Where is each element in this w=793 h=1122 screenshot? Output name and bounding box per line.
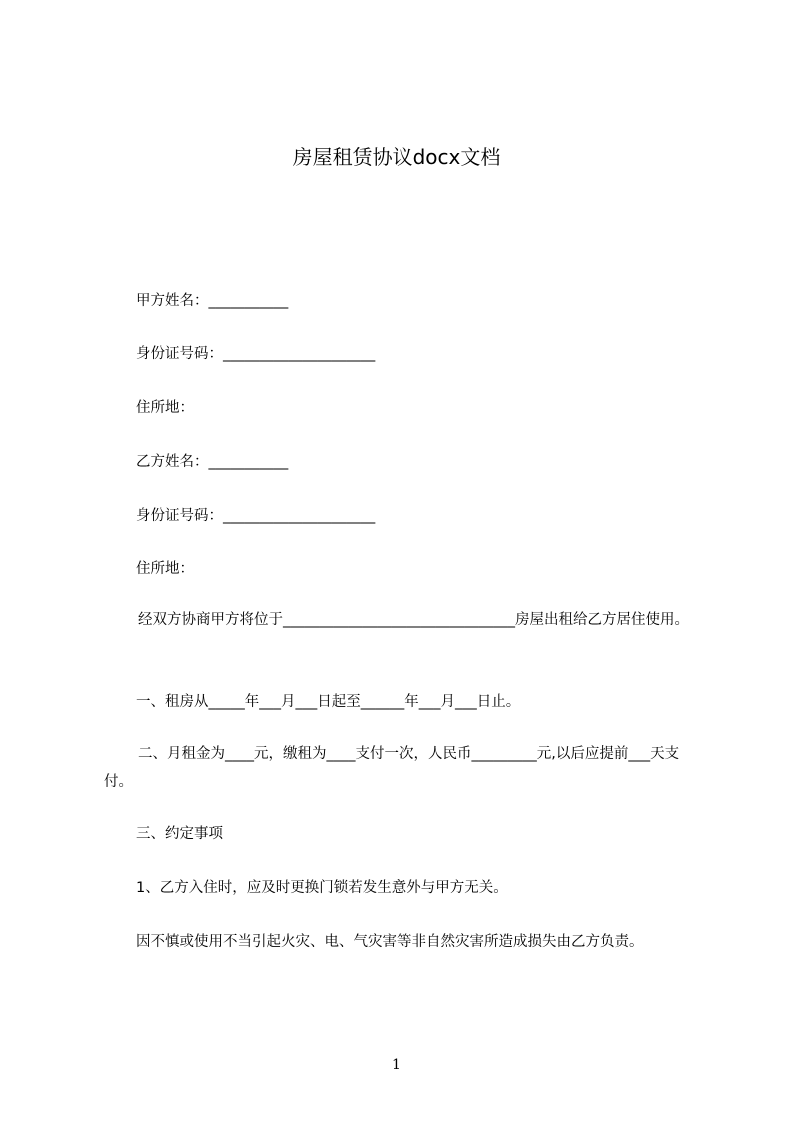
party-a-address-line: 住所地：: [136, 400, 194, 416]
agreement-item-1: 1、乙方入住时，应及时更换门锁若发生意外与甲方无关。: [136, 880, 508, 896]
party-a-id-line: 身份证号码：_____________________: [136, 346, 376, 362]
intro-paragraph: 经双方协商甲方将位于________________________________房屋出租给乙方居住使用。: [138, 612, 689, 628]
agreement-item-2: 因不慎或使用不当引起火灾、电、气灾害等非自然灾害所造成损失由乙方负责。: [136, 934, 644, 950]
page-number: 1: [392, 1057, 401, 1073]
clause-1-term: 一、租房从_____年___月___日起至______年___月___日止。: [136, 694, 521, 710]
clause-3-heading: 三、约定事项: [136, 826, 223, 842]
clause-2-rent: 二、月租金为____元，缴租为____支付一次，人民币_________元,以后应提前___天支付。: [104, 746, 680, 790]
party-b-name-line: 乙方姓名：___________: [136, 454, 289, 470]
document-title: 房屋租赁协议docx文档: [292, 145, 501, 169]
party-a-name-line: 甲方姓名：___________: [136, 293, 289, 309]
party-b-address-line: 住所地：: [136, 561, 194, 577]
party-b-id-line: 身份证号码：_____________________: [136, 508, 376, 524]
